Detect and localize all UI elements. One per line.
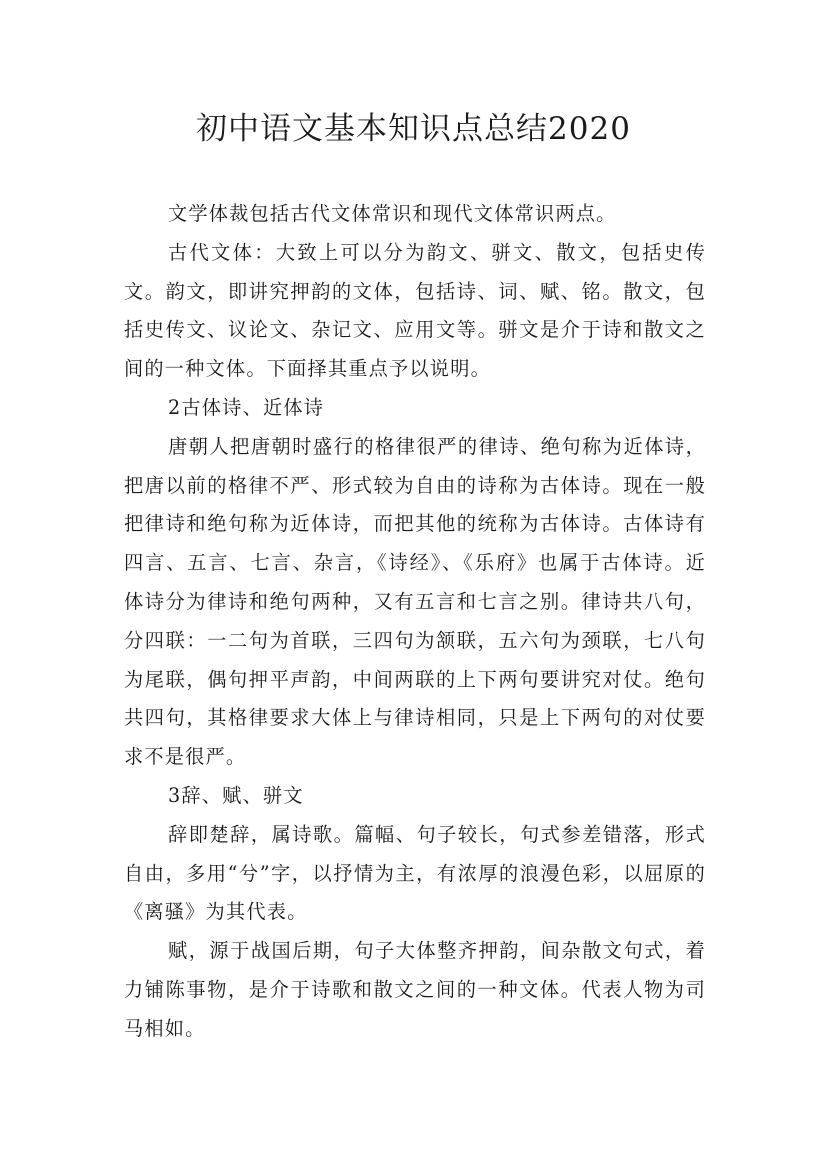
- section-heading-ci-fu-pianwen: 3辞、赋、骈文: [168, 783, 304, 807]
- document-body: [124, 195, 706, 1049]
- paragraph-fu: 赋，源于战国后期，句子大体整齐押韵，间杂散文句式，着力铺陈事物，是介于诗歌和散文之间的一种文体。代表人物为司马相如。: [124, 939, 706, 1040]
- paragraph-poetry: 唐朝人把唐朝时盛行的格律很严的律诗、绝句称为近体诗，把唐以前的格律不严、形式较为自由的诗称为古体诗。现在一般把律诗和绝句称为近体诗，而把其他的统称为古体诗。古体诗有四言、五言、七言、杂言，《诗经》、《乐府》也属于古体诗。近体诗分为律诗和绝句两种，又有五言和七言之别。律诗共八句，分四联：一二句为首联，三四句为颔联，五六句为颈联，七八句为尾联，偶句押平声韵，中间两联的上下两句要讲究对仗。绝句共四句，其格律要求大体上与律诗相同，只是上下两句的对仗要求不是很严。: [124, 434, 706, 769]
- paragraph-chuci: 辞即楚辞，属诗歌。篇幅、句子较长，句式参差错落，形式自由，多用“兮”字，以抒情为主，有浓厚的浪漫色彩，以屈原的《离骚》为其代表。: [124, 822, 706, 924]
- paragraph-ancient-styles: 古代文体：大致上可以分为韵文、骈文、散文，包括史传文。韵文，即讲究押韵的文体，包括诗、词、赋、铭。散文，包括史传文、议论文、杂记文、应用文等。骈文是介于诗和散文之间的一种文体。下面择其重点予以说明。: [124, 240, 706, 381]
- document-title: 初中语文基本知识点总结2020: [196, 111, 631, 147]
- section-heading-poetry: 2古体诗、近体诗: [168, 395, 325, 419]
- paragraph-intro: 文学体裁包括古代文体常识和现代文体常识两点。: [168, 202, 617, 225]
